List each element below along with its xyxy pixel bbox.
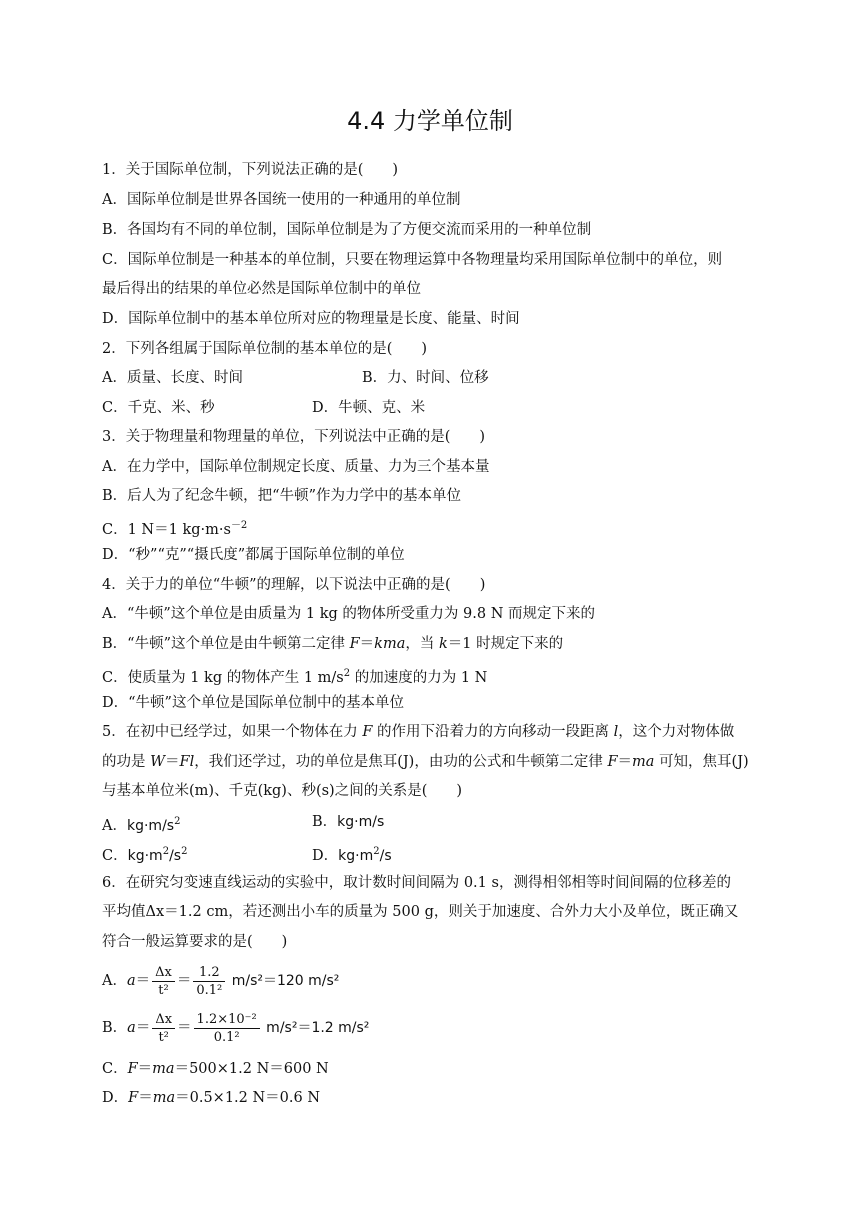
q6-stem-line3: 符合一般运算要求的是( ) (102, 934, 288, 950)
q6-option-b-fraction1 (152, 1011, 175, 1046)
q6-option-d-eq: ＝ (138, 1090, 153, 1106)
q3-option-c-text: C．1 N＝1 kg·m·s (102, 521, 231, 538)
q6-option-b-num2: 1.2×10⁻² (194, 1011, 260, 1029)
q5-option-b (312, 812, 384, 832)
q2-option-a: A．质量、长度、时间 (102, 370, 243, 386)
q5-l2-W: W (150, 754, 166, 770)
q5-option-a-exponent: 2 (174, 816, 181, 827)
q5-l1-text3: ，这个力对物体做 (618, 724, 735, 740)
q1-option-a: A．国际单位制是世界各国统一使用的一种通用的单位制 (102, 192, 461, 208)
q6-option-a (102, 962, 339, 1000)
q6-option-a-den2: 0.1² (196, 982, 223, 998)
q5-option-d-unit1: kg·m (338, 847, 374, 864)
q2-option-c: C．千克、米、秒 (102, 400, 215, 416)
page-title: 4.4 力学单位制 (347, 107, 513, 135)
q2-option-d: D．牛顿、克、米 (312, 400, 426, 416)
q5-l2-Fl: Fl (179, 754, 195, 770)
q4-option-b-eq: ＝ (359, 636, 375, 652)
q6-option-a-fraction2 (193, 964, 225, 999)
q6-option-c-eq: ＝ (137, 1061, 153, 1077)
q6-option-d-ma: ma (152, 1090, 176, 1106)
q5-option-b-unit: kg·m/s (337, 814, 385, 830)
q5-option-c-unit2: /s (169, 847, 182, 864)
q5-stem-line1 (102, 722, 734, 742)
q5-l2-text2: ，我们还学过，功的单位是焦耳(J)，由功的公式和牛顿第二定律 (194, 754, 608, 770)
q4-option-a: A．“牛顿”这个单位是由质量为 1 kg 的物体所受重力为 9.8 N 而规定下来的 (102, 606, 595, 622)
q6-option-a-den1: t² (158, 982, 169, 998)
q5-l2-ma: ma (632, 754, 655, 770)
q6-option-d-label: D． (102, 1090, 129, 1106)
q5-stem-line2 (102, 752, 749, 772)
q5-l2-eq: ＝ (165, 754, 180, 770)
q6-option-a-label: A． (102, 973, 127, 989)
q5-l1-l: l (613, 724, 619, 740)
q6-option-b-label: B． (102, 1020, 128, 1036)
q6-option-a-eq2: ＝ (176, 973, 192, 989)
q6-option-d (102, 1088, 320, 1108)
q3-stem: 3．关于物理量和物理量的单位，下列说法中正确的是( ) (102, 429, 486, 445)
q5-option-a-unit: kg·m/s (126, 817, 175, 834)
q3-option-c (102, 516, 247, 540)
q4-option-d: D．“牛顿”这个单位是国际单位制中的基本单位 (102, 695, 404, 711)
q5-l1-F: F (362, 724, 373, 740)
q6-option-b-den2: 0.1² (213, 1029, 240, 1045)
q1-stem: 1．关于国际单位制，下列说法正确的是( ) (102, 162, 399, 178)
q5-option-d-unit2: /s (379, 847, 392, 864)
q6-option-a-num2: 1.2 (193, 964, 225, 982)
q6-option-c-F: F (127, 1061, 138, 1077)
q3-option-b: B．后人为了纪念牛顿，把“牛顿”作为力学中的基本单位 (102, 488, 461, 504)
q5-option-c-exponent1: 2 (162, 846, 170, 857)
q4-option-c-text1: C．使质量为 1 kg 的物体产生 1 m/s (102, 669, 344, 686)
q1-option-c-line2: 最后得出的结果的单位必然是国际单位制中的单位 (102, 281, 421, 297)
q6-option-c (102, 1059, 329, 1079)
q3-option-a: A．在力学中，国际单位制规定长度、质量、力为三个基本量 (102, 459, 490, 475)
q1-option-b: B．各国均有不同的单位制，国际单位制是为了方便交流而采用的一种单位制 (102, 222, 592, 238)
q4-option-c-text2: 的加速度的力为 1 N (350, 669, 488, 686)
q5-l1-text1: 5．在初中已经学过，如果一个物体在力 (102, 724, 363, 740)
q6-option-c-ma: ma (152, 1061, 175, 1077)
q5-l2-text3: 可知，焦耳(J) (654, 754, 749, 770)
q1-option-c-line1: C．国际单位制是一种基本的单位制，只要在物理运算中各物理量均采用国际单位制中的单位，则 (102, 252, 723, 268)
q4-option-c-exponent: 2 (343, 668, 351, 679)
q3-option-d: D．“秒”“克”“摄氏度”都属于国际单位制的单位 (102, 547, 405, 563)
q5-option-d (312, 842, 392, 866)
q5-l2-F: F (607, 754, 618, 770)
q6-option-a-var: a (126, 973, 136, 989)
q5-l2-text1: 的功是 (102, 754, 151, 770)
q6-option-b-eq2: ＝ (177, 1020, 192, 1036)
q4-option-b-text1: B．“牛顿”这个单位是由牛顿第二定律 (102, 636, 350, 652)
q6-stem-line1: 6．在研究匀变速直线运动的实验中，取计数时间间隔为 0.1 s，测得相邻相等时间间隔的位移差的 (102, 875, 731, 891)
q5-l2-eq2: ＝ (617, 754, 633, 770)
q2-stem: 2．下列各组属于国际单位制的基本单位的是( ) (102, 341, 428, 357)
q6-option-d-text: ＝0.5×1.2 N＝0.6 N (175, 1090, 321, 1106)
q1-option-d: D．国际单位制中的基本单位所对应的物理量是长度、能量、时间 (102, 311, 520, 327)
q5-option-c (102, 842, 187, 866)
q5-option-d-exponent: 2 (373, 846, 380, 857)
q6-option-c-label: C． (102, 1061, 128, 1077)
q4-option-b-F: F (349, 636, 360, 652)
q4-option-b (102, 634, 563, 654)
q6-option-a-fraction1 (152, 964, 175, 999)
q6-option-b-den1: t² (158, 1029, 169, 1045)
q4-option-c (102, 664, 487, 688)
q6-option-b-var: a (127, 1020, 136, 1036)
q6-option-a-num1: Δx (152, 964, 175, 982)
q3-option-c-exponent: －2 (230, 520, 248, 531)
q4-option-b-text3: ＝1 时规定下来的 (447, 636, 564, 652)
q6-option-a-eq: ＝ (135, 973, 151, 989)
q6-option-b (102, 1009, 369, 1047)
q4-option-b-kma: kma (374, 636, 406, 652)
q6-option-b-fraction2 (194, 1011, 260, 1046)
q5-option-a-label: A． (102, 817, 127, 834)
q4-option-b-k: k (438, 636, 448, 652)
q5-l1-text2: 的作用下沿着力的方向移动一段距离 (372, 724, 614, 740)
q6-option-b-num1: Δx (152, 1011, 175, 1029)
q4-option-b-text2: ，当 (405, 636, 439, 652)
q5-option-c-unit1: kg·m (127, 847, 163, 864)
q6-option-a-unit: m/s²＝120 m/s² (227, 973, 340, 989)
q6-option-d-F: F (128, 1090, 139, 1106)
q2-option-b: B．力、时间、位移 (362, 370, 489, 386)
q6-option-b-eq: ＝ (135, 1020, 151, 1036)
q5-stem-line3: 与基本单位米(m)、千克(kg)、秒(s)之间的关系是( ) (102, 783, 463, 799)
q5-option-a (102, 812, 180, 836)
q6-option-b-unit: m/s²＝1.2 m/s² (261, 1020, 370, 1036)
q6-stem-line2: 平均值Δx＝1.2 cm，若还测出小车的质量为 500 g，则关于加速度、合外力大小及单位，既正确又 (102, 904, 739, 920)
q5-option-c-exponent2: 2 (181, 846, 188, 857)
q5-option-c-label: C． (102, 847, 128, 864)
q6-option-c-text: ＝500×1.2 N＝600 N (174, 1061, 329, 1077)
q5-option-b-label: B． (312, 814, 338, 830)
q4-stem: 4．关于力的单位“牛顿”的理解，以下说法中正确的是( ) (102, 577, 486, 593)
q5-option-d-label: D． (312, 847, 339, 864)
